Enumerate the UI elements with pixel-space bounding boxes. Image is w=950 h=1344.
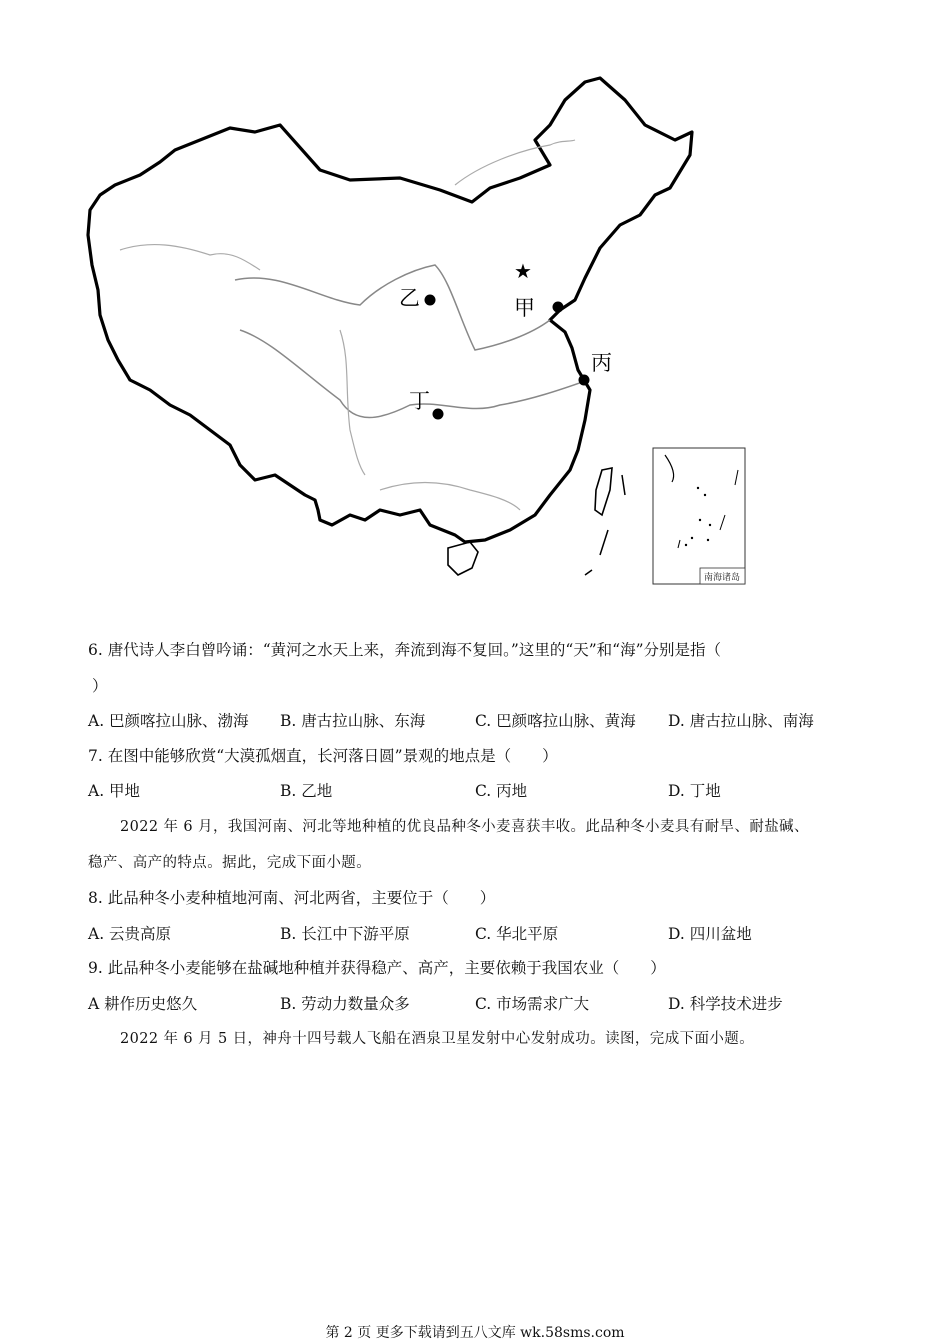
q7-option-c[interactable]: C. 丙地 <box>475 782 528 800</box>
q6-option-a[interactable]: A. 巴颜喀拉山脉、渤海 <box>88 712 249 730</box>
taiwan-island <box>595 468 612 515</box>
point-ding-dot <box>433 409 444 420</box>
capital-star-icon: ★ <box>514 259 532 283</box>
q8-stem: 8. 此品种冬小麦种植地河南、河北两省，主要位于（ ） <box>88 889 496 907</box>
yellow-river <box>235 265 550 350</box>
sea-dash-2 <box>585 570 592 575</box>
point-jia-dot <box>553 302 564 313</box>
southern-river <box>380 483 520 511</box>
q9-options <box>88 994 868 1014</box>
label-ding: 丁 <box>409 389 430 413</box>
q9-option-b[interactable]: B. 劳动力数量众多 <box>280 995 410 1013</box>
q6-option-d[interactable]: D. 唐古拉山脉、南海 <box>668 712 814 730</box>
south-sea-inset <box>653 448 745 584</box>
label-bing: 丙 <box>591 351 612 375</box>
q7-option-b[interactable]: B. 乙地 <box>280 782 333 800</box>
passage2-line1: 2022 年 6 月 5 日，神舟十四号载人飞船在酒泉卫星发射中心发射成功。读图，完成下面小题。 <box>120 1031 755 1047</box>
q7-option-a[interactable]: A. 甲地 <box>88 782 141 800</box>
q6-option-c[interactable]: C. 巴颜喀拉山脉、黄海 <box>475 712 636 730</box>
label-jia: 甲 <box>514 296 535 320</box>
q8-option-c[interactable]: C. 华北平原 <box>475 925 559 943</box>
q9-stem: 9. 此品种冬小麦能够在盐碱地种植并获得稳产、高产，主要依赖于我国农业（ ） <box>88 959 666 977</box>
sea-dash-1 <box>600 530 608 555</box>
q8-option-d[interactable]: D. 四川盆地 <box>668 925 752 943</box>
q9-option-c[interactable]: C. 市场需求广大 <box>475 995 590 1013</box>
label-yi: 乙 <box>399 286 420 310</box>
point-yi-dot <box>425 295 436 306</box>
central-river <box>340 330 365 475</box>
q6-options <box>88 711 868 731</box>
page-footer: 第 2 页 更多下载请到五八文库 wk.58sms.com <box>325 1325 625 1341</box>
q9-option-d[interactable]: D. 科学技术进步 <box>668 995 783 1013</box>
q7-option-d[interactable]: D. 丁地 <box>668 782 721 800</box>
q9-option-a[interactable]: A 耕作历史悠久 <box>88 995 198 1013</box>
q8-option-a[interactable]: A. 云贵高原 <box>88 925 172 943</box>
china-outline-map <box>80 70 760 590</box>
passage1-line2: 稳产、高产的特点。据此，完成下面小题。 <box>88 855 372 871</box>
q8-option-b[interactable]: B. 长江中下游平原 <box>280 925 410 943</box>
q7-options <box>88 781 868 801</box>
inset-label: 南海诸岛 <box>703 573 741 583</box>
point-bing-dot <box>579 375 590 386</box>
passage1-line1: 2022 年 6 月，我国河南、河北等地种植的优良品种冬小麦喜获丰收。此品种冬小麦具有耐旱、耐盐碱、 <box>120 819 809 835</box>
q6-stem-line2: ） <box>92 677 108 695</box>
q7-stem: 7. 在图中能够欣赏“大漠孤烟直，长河落日圆”景观的地点是（ ） <box>88 747 558 765</box>
sea-dash-3 <box>622 475 625 495</box>
western-river <box>120 245 260 270</box>
q6-stem-line1: 6. 唐代诗人李白曾吟诵：“黄河之水天上来，奔流到海不复回。”这里的“天”和“海”分别是指（ <box>88 641 722 659</box>
q8-options <box>88 924 868 944</box>
hainan-island <box>448 542 478 575</box>
q6-option-b[interactable]: B. 唐古拉山脉、东海 <box>280 712 426 730</box>
